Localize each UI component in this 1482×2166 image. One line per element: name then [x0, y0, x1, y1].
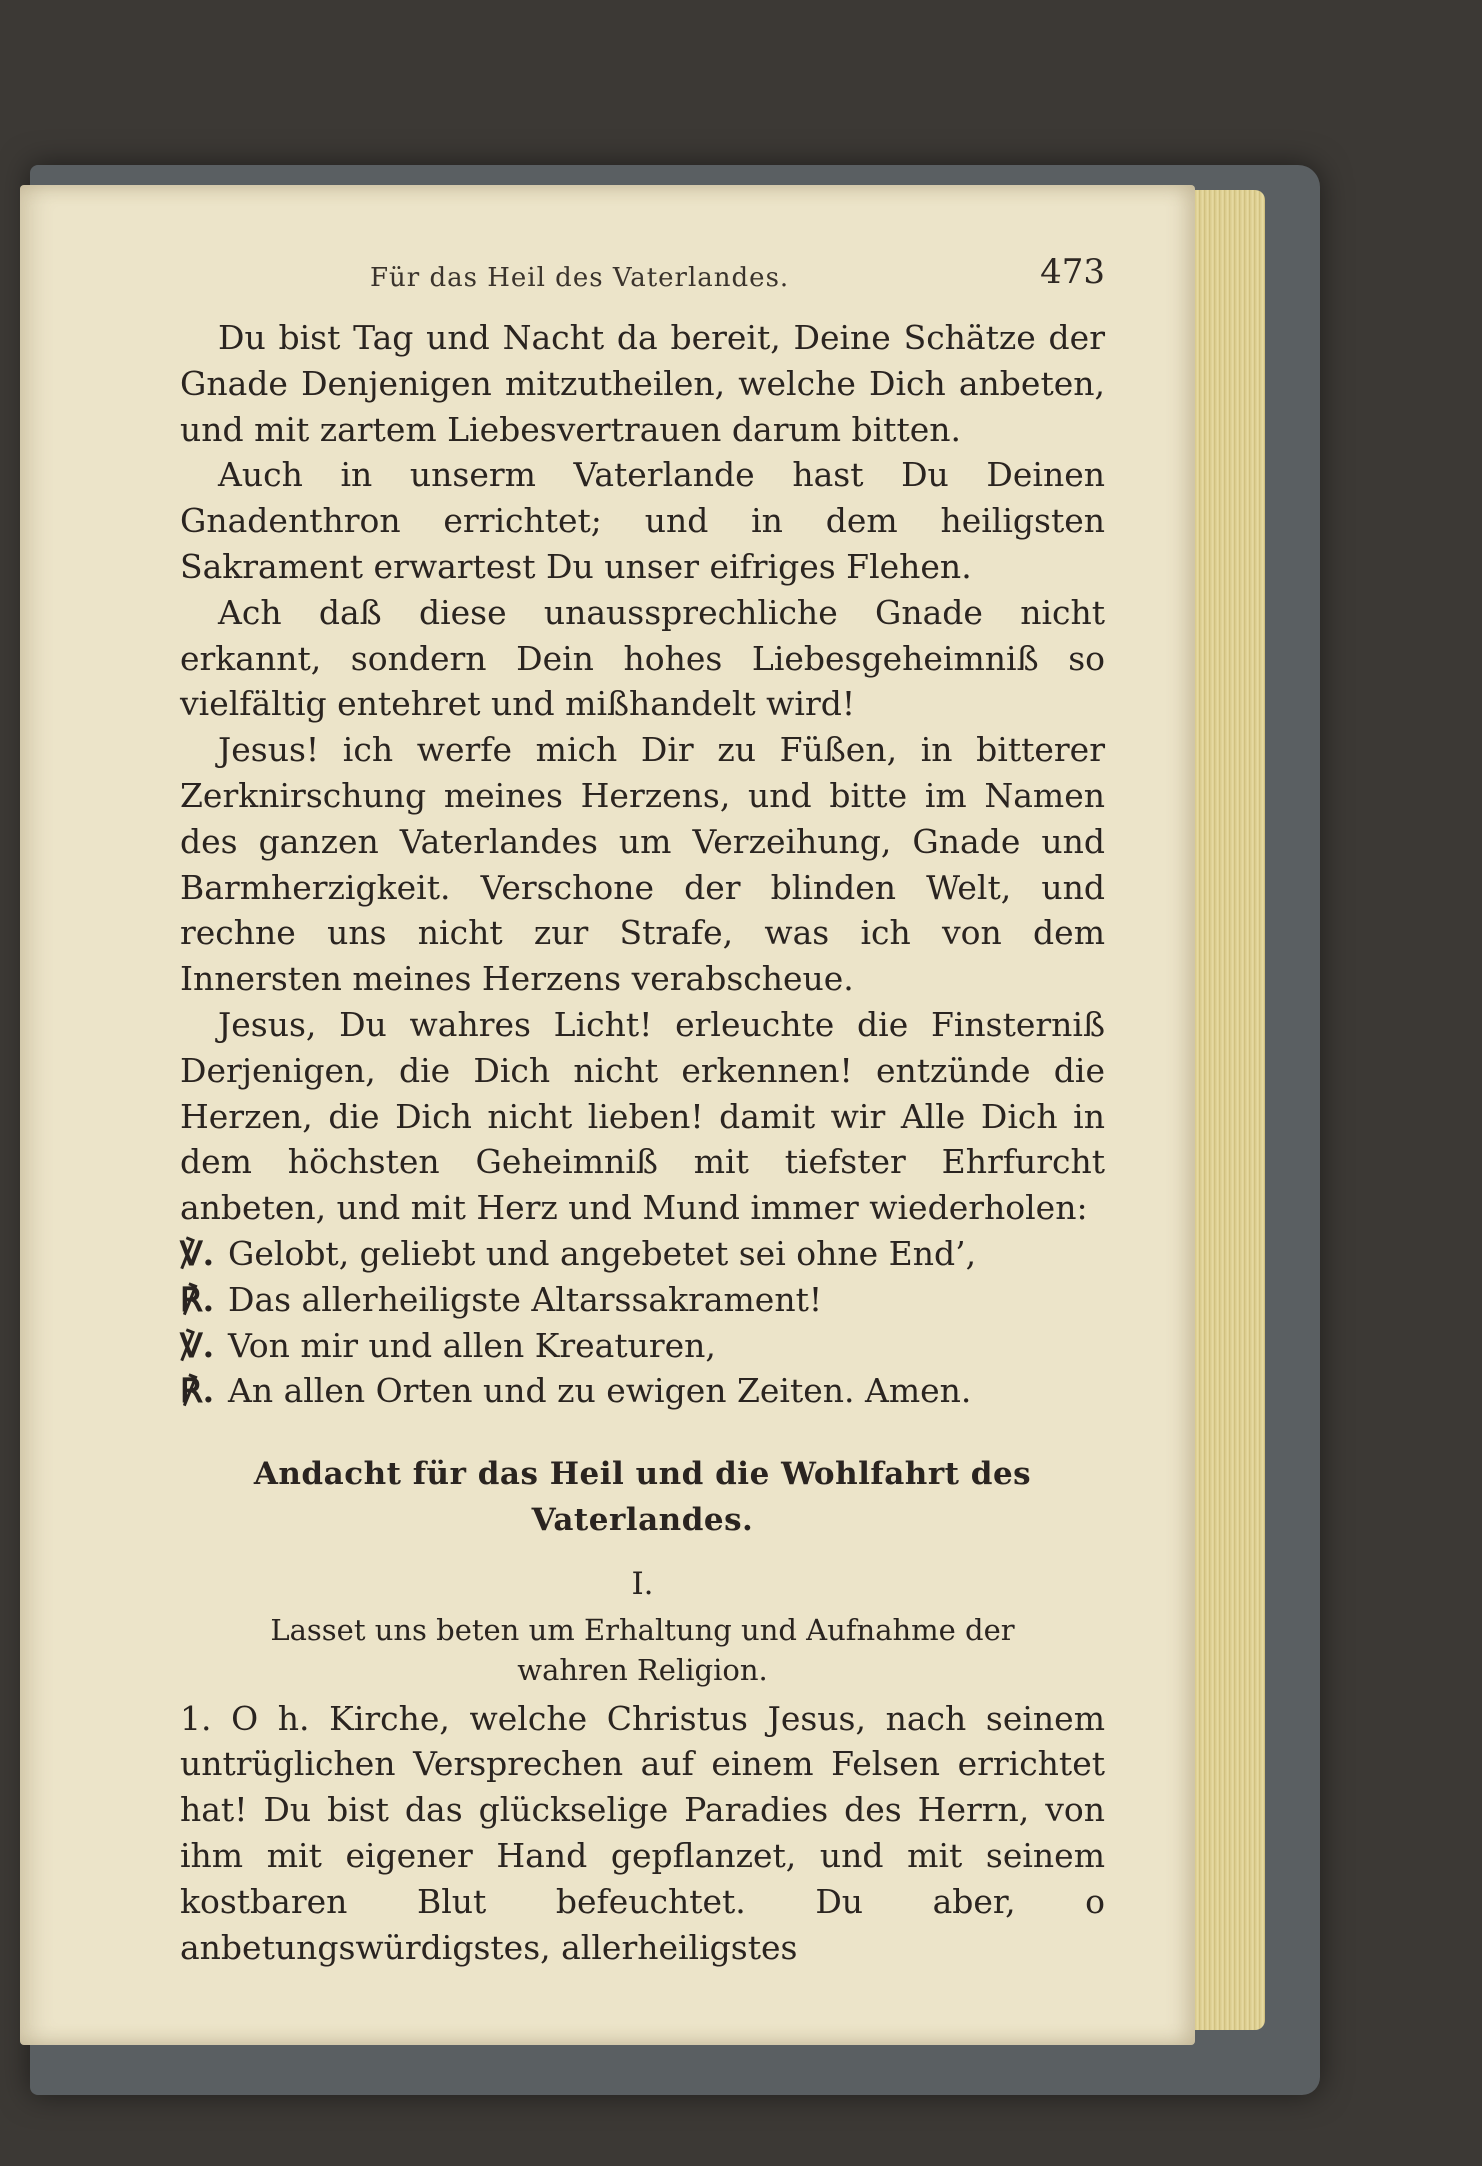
versicle-text: Gelobt, geliebt und angebetet sei ohne End’,: [228, 1233, 977, 1273]
response-line: [180, 1368, 1105, 1414]
response-symbol: ℟.: [180, 1371, 215, 1411]
versicle-symbol: ℣.: [180, 1325, 215, 1365]
section-text: 1. O h. Kirche, welche Christus Jesus, nach seinem untrüglichen Versprechen auf einem Felsen errichtet hat! Du bist das glückselige Paradies des Herrn, von ihm mit eigener Hand gepflanzet, und mit seinem kostbaren Blut befeuchtet. Du aber, o anbetungswürdigstes, allerheiligstes: [180, 1698, 1105, 1967]
running-head: [180, 250, 1105, 310]
page-content: [180, 250, 1105, 2003]
paragraph: Du bist Tag und Nacht da bereit, Deine Schätze der Gnade Denjenigen mitzutheilen, welche Dich anbeten, und mit zartem Liebesvertrauen darum bitten.: [180, 318, 1105, 449]
versicle-line: [180, 1323, 1105, 1369]
response-line: [180, 1277, 1105, 1323]
section-subtitle: Lasset uns beten um Erhaltung und Aufnahme der wahren Religion.: [270, 1612, 1015, 1687]
section-title: Andacht für das Heil und die Wohlfahrt des Vaterlandes.: [253, 1456, 1032, 1538]
running-title: Für das Heil des Vaterlandes.: [370, 263, 790, 293]
response-text: Das allerheiligste Altarssakrament!: [228, 1279, 823, 1319]
versicle-text: Von mir und allen Kreaturen,: [228, 1325, 716, 1365]
paragraph: Jesus! ich werfe mich Dir zu Füßen, in bitterer Zerknirschung meines Herzens, und bitte im Namen des ganzen Vaterlandes um Verzeihung, Gnade und Barmherzigkeit. Verschone der blinden Welt, und rechne uns nicht zur Strafe, was ich von dem Innersten meines Herzens verabscheue.: [180, 730, 1105, 999]
paragraph: Auch in unserm Vaterlande hast Du Deinen Gnadenthron errichtet; und in dem heiligsten Sakrament erwartest Du unser eifriges Flehen.: [180, 455, 1105, 586]
versicle-symbol: ℣.: [180, 1233, 215, 1273]
paragraph: Ach daß diese unaussprechliche Gnade nicht erkannt, sondern Dein hohes Liebesgeheimniß so vielfältig entehret und mißhandelt wird!: [180, 592, 1105, 724]
response-symbol: ℟.: [180, 1279, 215, 1319]
page-number: 473: [1040, 252, 1105, 292]
paragraph: Jesus, Du wahres Licht! erleuchte die Finsterniß Derjenigen, die Dich nicht erkennen! entzünde die Herzen, die Dich nicht lieben! damit wir Alle Dich in dem höchsten Geheimniß mit tiefster Ehrfurcht anbeten, und mit Herz und Mund immer wiederholen:: [180, 1004, 1105, 1228]
section-numeral: I.: [631, 1565, 654, 1602]
response-text: An allen Orten und zu ewigen Zeiten. Amen.: [228, 1371, 972, 1411]
versicle-line: [180, 1231, 1105, 1277]
